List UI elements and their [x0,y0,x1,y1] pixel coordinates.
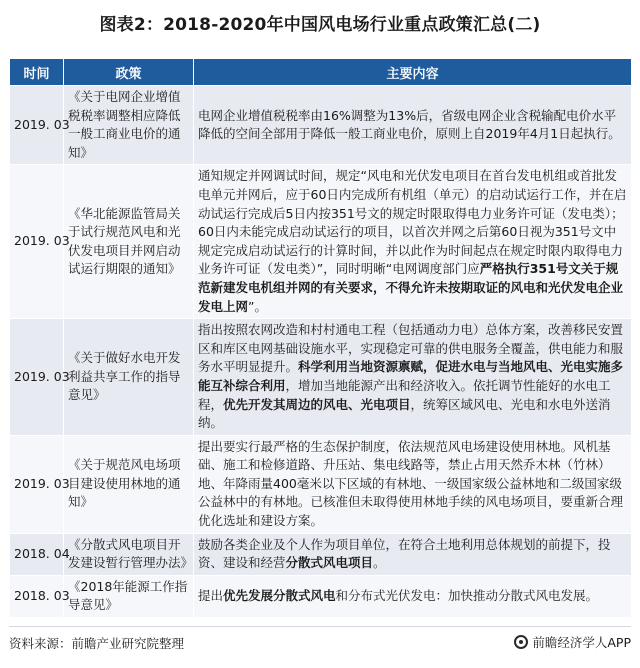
content-text: 通知规定并网调试时间，规定“风电和光伏发电项目在首台发电机组或首批发电单元并网后，应于60日内完成所有机组（单元）的启动试运行工作，并在启动试运行完成后5日内按351号文的规定时限取得电力业务许可证（发电类）；60日内未能完成启动试运行的项目，以首次并网之后第60日视为351号文中规定完成启动试运行的计算时间，并以此作为时间起点在规定时限内取得电力业务许可证（发电类）”，同时明晰“电网调度部门应 [198,168,627,277]
row-policy: 《2018年能源工作指导意见》 [64,575,194,617]
content-text: ，增加当地能源产出和经济收入。依托调节性能好的水电工程， [198,377,611,412]
table-row [10,165,632,319]
row-time: 2019. 03 [10,435,64,533]
row-content [194,575,632,617]
table-header-row [10,59,632,86]
row-policy: 《华北能源监管局关于试行规范风电和光伏发电项目并网启动试运行期限的通知》 [64,165,194,319]
header-policy: 政策 [64,59,194,86]
content-text: 提出要实行最严格的生态保护制度，依法规范风电场建设使用林地。风机基础、施工和检修道路、升压站、集电线路等，禁止占用天然乔木林（竹林）地、年降雨量400毫米以下区域的有林地、一级国家级公益林地和二级国家级公益林中的有林地。已核准但未取得使用林地手续的风电场项目，要重新合理优化选址和建设方案。 [198,438,624,529]
table-row [10,575,632,617]
content-emphasis: 分散式风电项目 [285,555,374,571]
row-content [194,319,632,436]
content-text: 。 [373,555,386,571]
table-row [10,319,632,436]
content-emphasis: 科学利用当地资源禀赋，促进水电与当地风电、光电实施多能互补综合利用 [198,359,624,393]
policy-table [9,58,632,618]
row-policy: 《关于做好水电开发利益共享工作的指导意见》 [64,319,194,436]
row-content [194,435,632,533]
brand-credit [514,633,631,651]
header-time: 时间 [10,59,64,86]
qianzhan-logo-icon [514,635,528,649]
content-text: ，统筹区域风电、光电和水电外送消纳。 [198,396,611,431]
content-text: 指出按照农网改造和村村通电工程（包括通动力电）总体方案，改善移民安置区和库区电网基础设施水平，实现稳定可靠的供电服务全覆盖，供电能力和服务水平明显提升。 [198,322,624,375]
row-policy: 《关于规范风电场项目建设使用林地的通知》 [64,435,194,533]
content-text: 提出 [198,588,224,604]
row-time: 2019. 03 [10,319,64,436]
brand-name: 前瞻经济学人APP [532,635,631,650]
content-emphasis: 优先发展分散式风电 [223,588,336,604]
row-content [194,533,632,575]
row-content [194,165,632,319]
row-time: 2019. 03 [10,165,64,319]
row-time: 2018. 04 [10,533,64,575]
table-row [10,435,632,533]
row-policy: 《关于电网企业增值税税率调整相应降低一般工商业电价的通知》 [64,86,194,165]
table-row [10,533,632,575]
source-note: 资料来源：前瞻产业研究院整理 [9,636,185,651]
row-policy: 《分散式风电项目开发建设暂行管理办法》 [64,533,194,575]
content-text: ”。 [248,298,267,314]
header-content: 主要内容 [194,59,632,86]
page-title: 图表2：2018-2020年中国风电场行业重点政策汇总(二) [99,15,541,35]
content-emphasis: 严格执行351号文关于规范新建发电机组并网的有关要求，不得允许未按期取证的风电和光伏发电企业发电上网 [198,261,624,314]
content-text: 鼓励各类企业及个人作为项目单位，在符合土地利用总体规划的前提下，投资、建设和经营 [198,536,611,571]
content-text: 和分布式光伏发电：加快推动分散式风电发展。 [335,588,599,604]
row-time: 2019. 03 [10,86,64,165]
row-content [194,86,632,165]
row-time: 2018. 03 [10,575,64,617]
content-emphasis: 优先开发其周边的风电、光电项目 [223,396,411,412]
table-row [10,86,632,165]
content-text: 电网企业增值税税率由16%调整为13%后，省级电网企业含税输配电价水平降低的空间全部用于降低一般工商业电价，原则上自2019年4月1日起执行。 [198,107,621,142]
footer-divider [9,626,631,627]
